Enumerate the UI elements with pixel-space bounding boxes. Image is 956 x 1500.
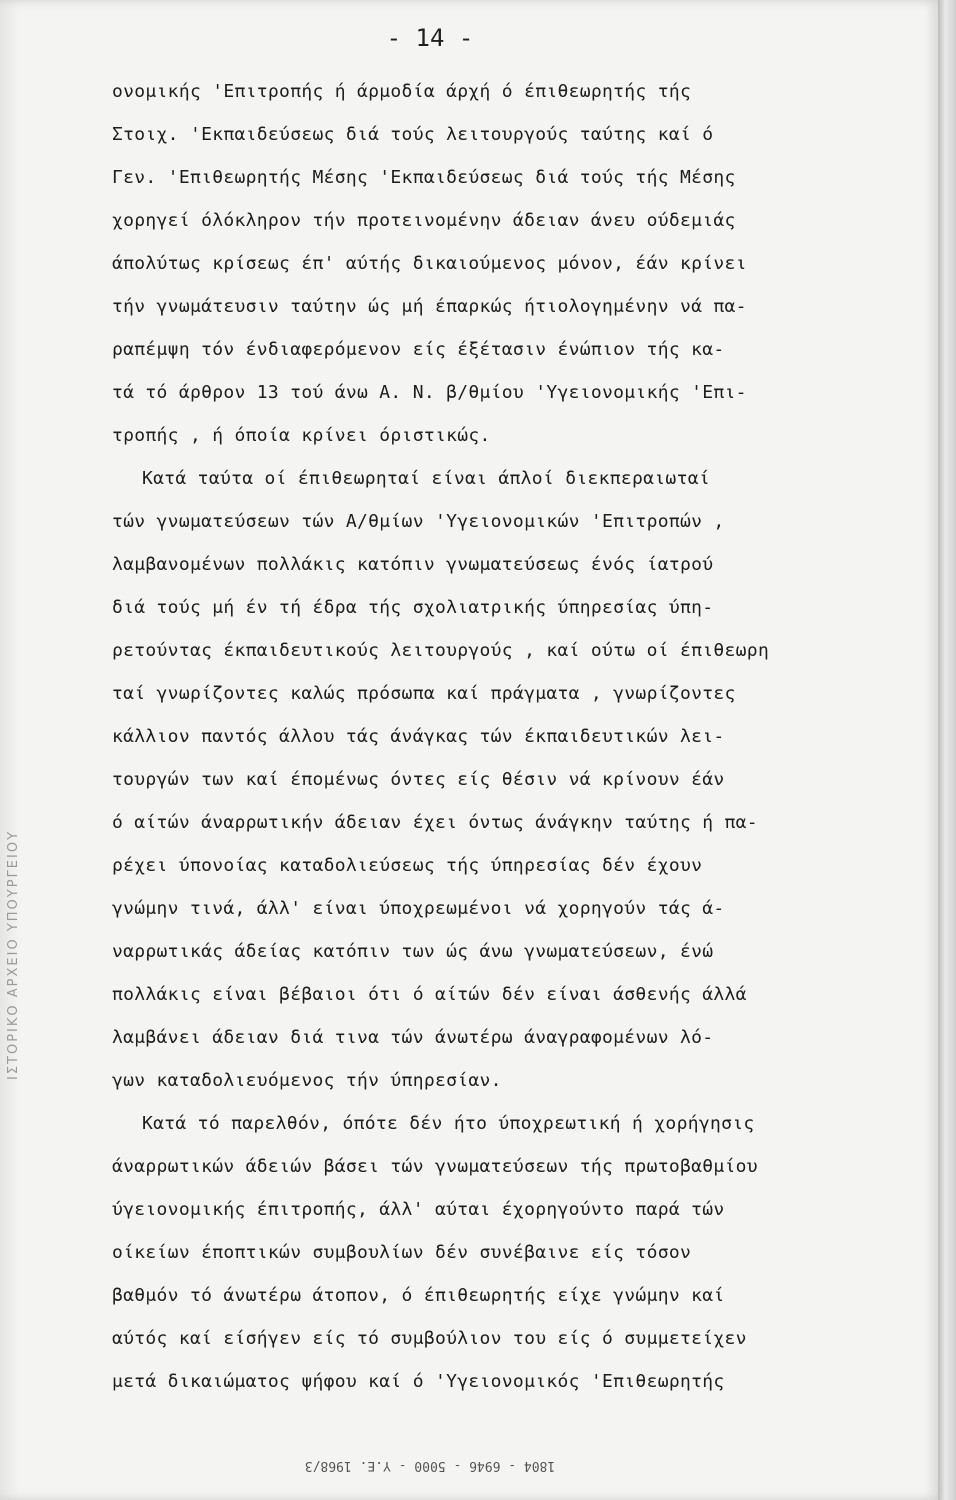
text-line: Στοιχ. 'Εκπαιδεύσεως διά τούς λειτουργούς ταύτης καί ό bbox=[112, 124, 714, 145]
text-line: οίκείων έποπτικών συμβουλίων δέν συνέβαινε είς τόσον bbox=[112, 1242, 692, 1263]
text-line: ναρρωτικάς άδείας κατόπιν των ώς άνω γνωματεύσεων, ένώ bbox=[112, 941, 714, 962]
text-line: διά τούς μή έν τή έδρα τής σχολιατρικής ύπηρεσίας ύπη- bbox=[112, 597, 714, 618]
text-line: άναρρωτικών άδειών βάσει τών γνωματεύσεων τής πρωτοβαθμίου bbox=[112, 1156, 758, 1177]
text-line: λαμβάνει άδειαν διά τινα τών άνωτέρω άναγραφομένων λό- bbox=[112, 1027, 714, 1048]
page-number: - 14 - bbox=[386, 24, 474, 52]
printer-footer: 1804 - 6946 - 5000 - Υ.Ε. 1968/3 bbox=[304, 1458, 556, 1473]
text-line: κάλλιον παντός άλλου τάς άνάγκας τών έκπαιδευτικών λει- bbox=[112, 726, 725, 747]
text-line: βαθμόν τό άνωτέρω άτοπον, ό έπιθεωρητής είχε γνώμην καί bbox=[112, 1285, 725, 1306]
text-line: τών γνωματεύσεων τών Α/θμίων 'Υγειονομικών 'Επιτροπών , bbox=[112, 511, 725, 532]
text-line: ρετούντας έκπαιδευτικούς λειτουργούς , καί ούτω οί έπιθεωρη bbox=[112, 640, 770, 661]
text-line: λαμβανομένων πολλάκις κατόπιν γνωματεύσεως ένός ίατρού bbox=[112, 554, 714, 575]
text-line: τά τό άρθρον 13 τού άνω Α. Ν. β/θμίου 'Υγειονομικής 'Επι- bbox=[112, 382, 747, 403]
text-line: Κατά ταύτα οί έπιθεωρηταί είναι άπλοί διεκπεραιωταί bbox=[142, 468, 710, 489]
text-line: ό αίτών άναρρωτικήν άδειαν έχει όντως άνάγκην ταύτης ή πα- bbox=[112, 812, 758, 833]
text-line: άπολύτως κρίσεως έπ' αύτής δικαιούμενος μόνον, έάν κρίνει bbox=[112, 253, 747, 274]
text-line: ύγειονομικής έπιτροπής, άλλ' αύται έχορηγούντο παρά τών bbox=[112, 1199, 725, 1220]
text-line: γνώμην τινά, άλλ' είναι ύποχρεωμένοι νά χορηγούν τάς ά- bbox=[112, 898, 725, 919]
text-line: αύτός καί είσήγεν είς τό συμβούλιον του είς ό συμμετείχεν bbox=[112, 1328, 747, 1349]
text-line: πολλάκις είναι βέβαιοι ότι ό αίτών δέν είναι άσθενής άλλά bbox=[112, 984, 747, 1005]
archive-spine-stamp: ΙΣΤΟΡΙΚΟ ΑΡΧΕΙΟ ΥΠΟΥΡΓΕΙΟΥ bbox=[6, 829, 21, 1080]
text-line: τήν γνωμάτευσιν ταύτην ώς μή έπαρκώς ήτιολογημένην νά πα- bbox=[112, 296, 747, 317]
text-line: μετά δικαιώματος ψήφου καί ό 'Υγειονομικός 'Επιθεωρητής bbox=[112, 1371, 725, 1392]
body-text bbox=[112, 70, 912, 1403]
text-line: Κατά τό παρελθόν, όπότε δέν ήτο ύποχρεωτική ή χορήγησις bbox=[142, 1113, 755, 1134]
page-edge bbox=[938, 0, 956, 1500]
text-line: τουργών των καί έπομένως όντες είς θέσιν νά κρίνουν έάν bbox=[112, 769, 725, 790]
text-line: ονομικής 'Επιτροπής ή άρμοδία άρχή ό έπιθεωρητής τής bbox=[112, 81, 692, 102]
text-line: ρέχει ύπονοίας καταδολιεύσεως τής ύπηρεσίας δέν έχουν bbox=[112, 855, 703, 876]
text-line: ταί γνωρίζοντες καλώς πρόσωπα καί πράγματα , γνωρίζοντες bbox=[112, 683, 736, 704]
text-line: Γεν. 'Επιθεωρητής Μέσης 'Εκπαιδεύσεως διά τούς τής Μέσης bbox=[112, 167, 736, 188]
text-line: γων καταδολιευόμενος τήν ύπηρεσίαν. bbox=[112, 1070, 502, 1091]
text-line: ραπέμψη τόν ένδιαφερόμενον είς έξέτασιν ένώπιον τής κα- bbox=[112, 339, 725, 360]
text-line: χορηγεί όλόκληρον τήν προτεινομένην άδειαν άνευ ούδεμιάς bbox=[112, 210, 736, 231]
text-line: τροπής , ή όποία κρίνει όριστικώς. bbox=[112, 425, 491, 446]
